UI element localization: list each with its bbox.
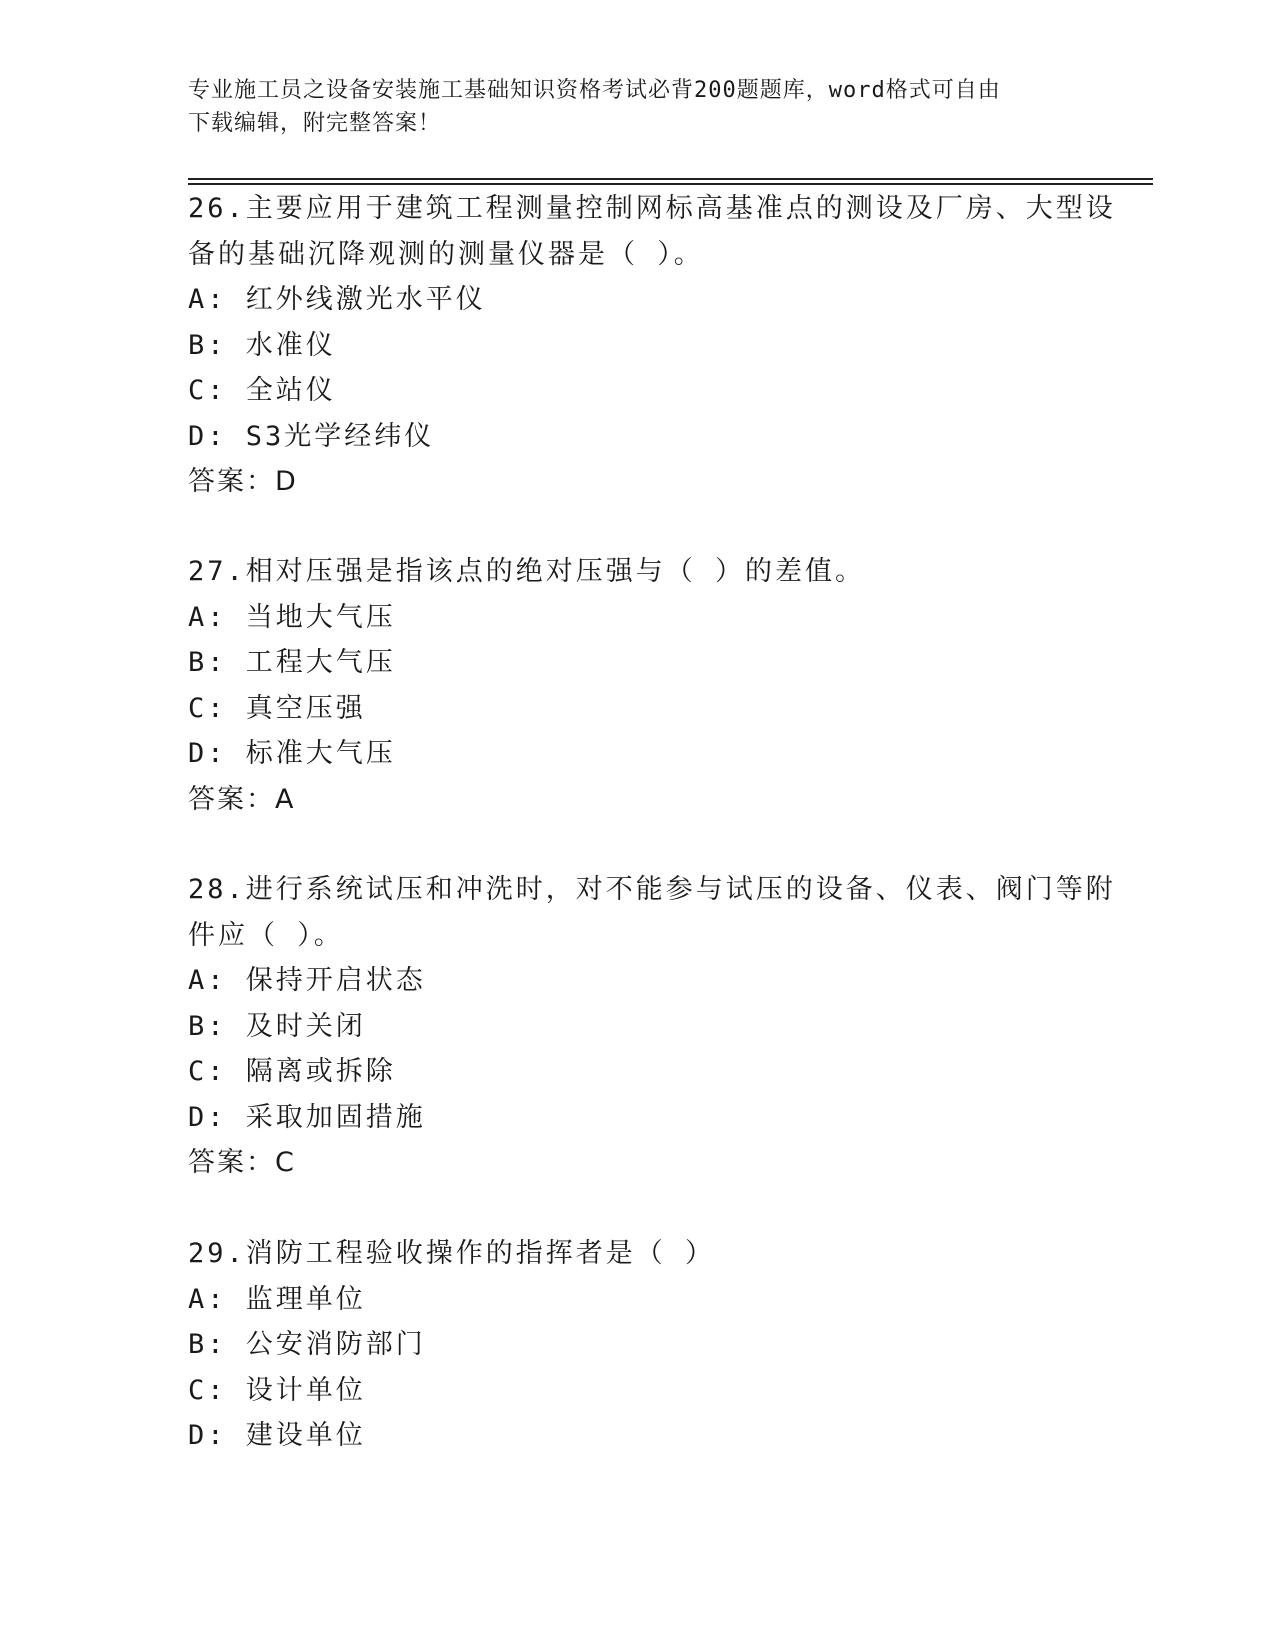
- question-stem-line-1: 28.进行系统试压和冲洗时，对不能参与试压的设备、仪表、阀门等附: [188, 874, 1116, 905]
- option-a: A: 保持开启状态: [188, 965, 426, 996]
- option-d: D: 采取加固措施: [188, 1101, 426, 1133]
- option-a: A: 当地大气压: [188, 601, 396, 633]
- answer: 答案：A: [188, 783, 296, 815]
- option-c: C: 隔离或拆除: [188, 1056, 396, 1087]
- question-stem-line-1: 26.主要应用于建筑工程测量控制网标高基准点的测设及厂房、大型设: [188, 193, 1116, 224]
- header-line-2: 下载编辑，附完整答案！: [188, 111, 442, 136]
- question-stem-line-2: 件应（ ）。: [188, 919, 344, 951]
- answer: 答案：D: [188, 466, 298, 497]
- option-a: A: 监理单位: [188, 1283, 366, 1315]
- option-a: A: 红外线激光水平仪: [188, 284, 486, 315]
- option-d: D: 建设单位: [188, 1420, 366, 1451]
- option-c: C: 设计单位: [188, 1374, 366, 1406]
- question-29: [188, 1231, 1088, 1459]
- question-26: [188, 186, 1116, 505]
- option-b: B: 及时关闭: [188, 1010, 366, 1042]
- option-b: B: 工程大气压: [188, 647, 396, 678]
- option-c: C: 真空压强: [188, 692, 366, 724]
- question-stem-line-2: 备的基础沉降观测的测量仪器是（ ）。: [188, 238, 704, 270]
- option-c: C: 全站仪: [188, 375, 336, 406]
- question-28: [188, 867, 1116, 1186]
- option-b: B: 公安消防部门: [188, 1329, 426, 1360]
- option-d: D: S3光学经纬仪: [188, 420, 435, 452]
- option-b: B: 水准仪: [188, 329, 336, 361]
- header-line-1: 专业施工员之设备安装施工基础知识资格考试必背200题题库，word格式可自由: [188, 78, 1001, 103]
- question-27: [188, 549, 1088, 822]
- question-stem-line-1: 27.相对压强是指该点的绝对压强与（ ）的差值。: [188, 556, 866, 587]
- document-header: [188, 74, 1068, 140]
- question-stem-line-1: 29.消防工程验收操作的指挥者是（ ）: [188, 1238, 716, 1269]
- header-divider-top: [188, 178, 1153, 180]
- header-divider-bottom: [188, 183, 1153, 185]
- option-d: D: 标准大气压: [188, 738, 396, 769]
- answer: 答案：C: [188, 1147, 296, 1178]
